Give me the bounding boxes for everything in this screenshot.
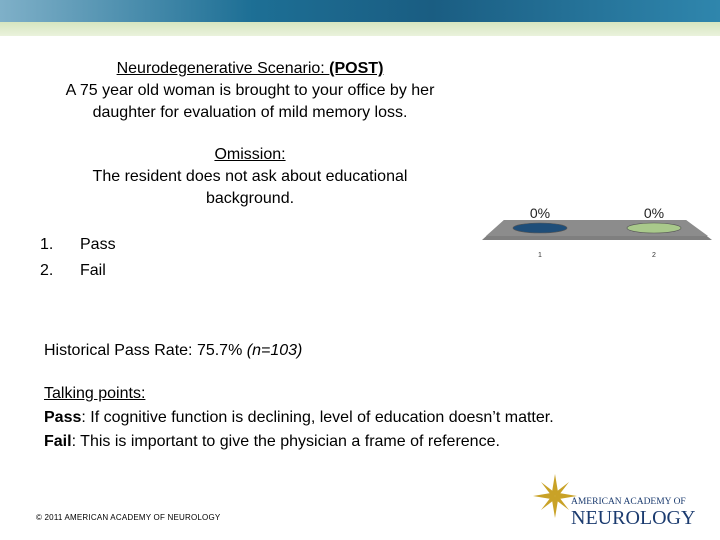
talking-points <box>44 382 554 454</box>
scenario-tag: (POST) <box>329 60 384 77</box>
historical-value: 75.7% <box>196 342 243 359</box>
scenario-heading <box>30 58 470 80</box>
logo-line-2: NEUROLOGY <box>571 507 696 529</box>
talking-heading: Talking points: <box>44 385 146 402</box>
copyright-notice: © 2011 AMERICAN ACADEMY OF NEUROLOGY <box>36 513 221 522</box>
scenario-heading-text: Neurodegenerative Scenario: <box>116 60 330 77</box>
historical-label: Historical Pass Rate: <box>44 342 197 359</box>
omission-line-2: background. <box>205 190 295 207</box>
logo-line-1: AMERICAN ACADEMY OF <box>571 497 686 507</box>
option-label: Fail <box>80 262 106 279</box>
scenario-line-2: A 75 year old woman is brought to your office by her <box>65 82 435 99</box>
historical-n: (n=103) <box>246 342 303 359</box>
option-fail[interactable] <box>40 258 116 284</box>
omission-line-1: The resident does not ask about educational <box>92 168 408 185</box>
option-number: 1. <box>40 236 54 253</box>
header-sub-band <box>0 22 720 36</box>
option-pass[interactable] <box>40 232 116 258</box>
talking-fail <box>44 430 554 454</box>
scenario-title <box>30 58 470 124</box>
talking-fail-text: : This is important to give the physician a frame of reference. <box>71 433 500 450</box>
chart-tick-labels <box>538 252 656 259</box>
omission-block <box>40 144 460 210</box>
talking-fail-label: Fail <box>44 433 72 450</box>
omission-heading: Omission: <box>214 146 286 163</box>
poll-results-chart <box>482 200 712 262</box>
talking-pass-label: Pass <box>44 409 82 426</box>
chart-bar-1 <box>513 223 567 233</box>
aan-logo <box>533 472 719 532</box>
chart-data-labels <box>530 205 664 221</box>
answer-options <box>40 232 116 284</box>
chart-data-label-1: 0% <box>529 205 551 221</box>
chart-tick-label-2: 2 <box>652 252 656 259</box>
chart-bar-2 <box>627 223 681 233</box>
historical-pass-rate <box>44 342 302 360</box>
chart-data-label-2: 0% <box>643 205 665 221</box>
talking-pass-text: : If cognitive function is declining, level of education doesn’t matter. <box>81 409 554 426</box>
option-number: 2. <box>40 262 54 279</box>
chart-tick-label-1: 1 <box>538 252 542 259</box>
scenario-line-3: daughter for evaluation of mild memory loss. <box>92 104 408 121</box>
header-banner <box>0 0 720 22</box>
talking-pass <box>44 406 554 430</box>
option-label: Pass <box>80 236 116 253</box>
